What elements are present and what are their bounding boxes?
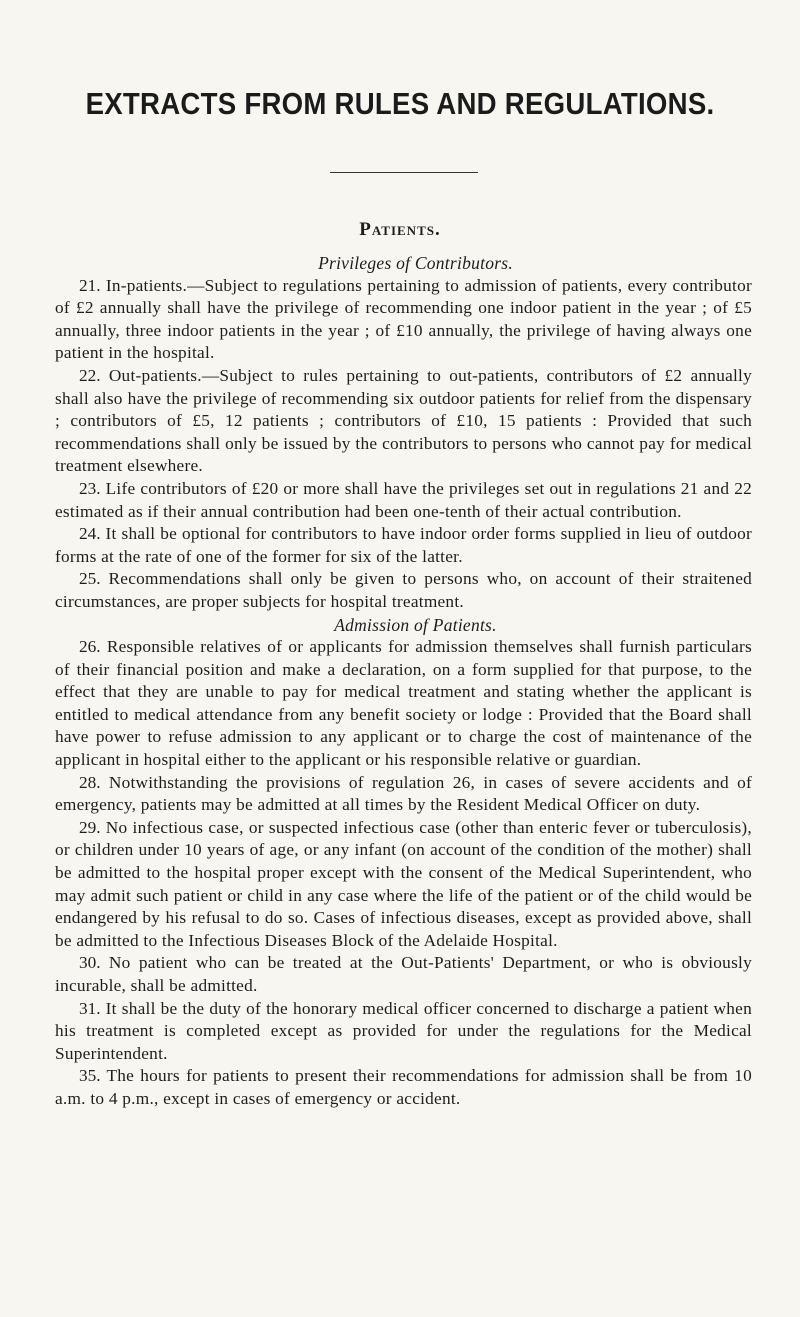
rule-number: 22. [79, 365, 101, 385]
rule-paragraph [55, 998, 752, 1066]
rule-number: 24. [79, 524, 101, 544]
rule-paragraph [55, 365, 752, 478]
rule-paragraph [55, 478, 752, 523]
rule-paragraph [55, 772, 752, 817]
rule-text: No infectious case, or suspected infectious case (other than enteric fever or tuberculosis), or children under 10 years of age, or any infant (on account of the condition of the mother) shall be admitted to the hospital proper except with the consent of the Medical Superintendent, who may admit such patient or child in any case where the life of the patient or of the child would be endangered by his refusal to do so. Cases of infectious diseases, except as provided above, shall be admitted to the Infectious Diseases Block of the Adelaide Hospital. [55, 817, 752, 950]
rule-text: Notwithstanding the provisions of regulation 26, in cases of severe accidents and of emergency, patients may be admitted at all times by the Resident Medical Officer on duty. [55, 772, 752, 815]
rule-paragraph [55, 817, 752, 953]
regulations-body [55, 252, 752, 1111]
rule-number: 31. [79, 998, 101, 1018]
section-title: Patients. [359, 219, 441, 240]
rule-text: The hours for patients to present their recommendations for admission shall be from 10 a.m. to 4 p.m., except in cases of emergency or accident. [55, 1066, 752, 1108]
rule-paragraph [55, 1065, 752, 1110]
rule-number: 35. [79, 1066, 101, 1086]
rule-number: 28. [79, 772, 101, 792]
rule-number: 25. [79, 569, 101, 589]
rule-paragraph [55, 636, 752, 772]
rule-text: Out-patients.—Subject to rules pertaining to out-patients, contributors of £2 annually shall also have the privilege of recommending six outdoor patients for relief from the dispensary ; contributors of £5, 12 patients ; contributors of £10, 15 patients : Provided that such recommendations shall only be issued by the contributors to persons who cannot pay for medical treatment elsewhere. [55, 365, 752, 476]
rule-paragraph [55, 275, 752, 365]
title-divider [330, 172, 478, 173]
subheading-admission: Admission of Patients. [334, 614, 497, 635]
rule-paragraph [55, 523, 752, 568]
rule-number: 30. [79, 953, 101, 973]
rule-text: Life contributors of £20 or more shall have the privileges set out in regulations 21 and 22 estimated as if their annual contribution had been one-tenth of their actual contribution. [55, 478, 752, 521]
rule-number: 29. [79, 817, 101, 837]
rule-text: In-patients.—Subject to regulations pertaining to admission of patients, every contributor of £2 annually shall have the privilege of recommending one indoor patient in the year ; of £5 annually, three indoor patients in the year ; of £10 annually, the privilege of having always one patient in the hospital. [55, 275, 752, 363]
rule-text: It shall be optional for contributors to have indoor order forms supplied in lieu of outdoor forms at the rate of one of the former for six of the latter. [55, 524, 753, 566]
rule-text: Recommendations shall only be given to persons who, on account of their straitened circumstances, are proper subjects for hospital treatment. [55, 569, 753, 611]
subheading-contributors: Privileges of Contributors. [318, 253, 513, 273]
rule-paragraph [55, 952, 752, 997]
rule-paragraph [55, 568, 752, 613]
rule-number: 26. [79, 637, 101, 657]
rule-text: It shall be the duty of the honorary medical officer concerned to discharge a patient when his treatment is completed except as provided for under the regulations for the Medical Superintendent. [55, 998, 752, 1063]
rule-number: 23. [79, 478, 101, 498]
rule-text: Responsible relatives of or applicants for admission themselves shall furnish particulars of their financial position and make a declaration, on a form supplied for that purpose, to the effect that they are unable to pay for medical treatment and stating whether the applicant is entitled to medical attendance from any benefit society or lodge : Provided that the Board shall have power to refuse admission to any applicant or to charge the cost of maintenance of the applicant in hospital either to the applicant or his responsible relative or guardian. [55, 637, 752, 770]
page-title: EXTRACTS FROM RULES AND REGULATIONS. [85, 86, 715, 121]
rule-text: No patient who can be treated at the Out-Patients' Department, or who is obviously incurable, shall be admitted. [55, 953, 752, 995]
rule-number: 21. [79, 275, 101, 295]
